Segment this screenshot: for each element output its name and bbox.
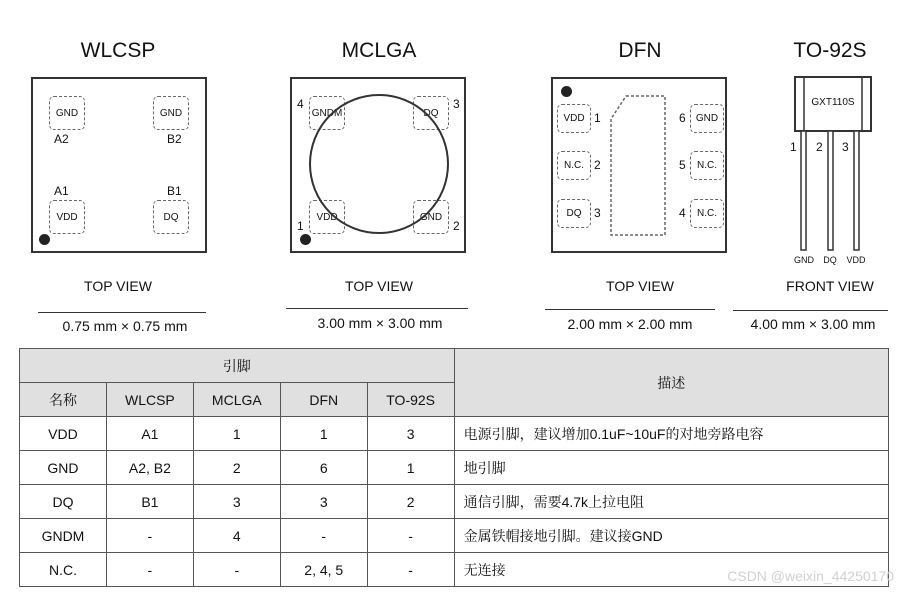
- dfn-dimensions: 2.00 mm × 2.00 mm: [567, 316, 693, 332]
- wlcsp-label-b2: B2: [167, 132, 182, 146]
- to92s-dim-line: [733, 310, 888, 311]
- cell-mclga: 1: [193, 417, 280, 451]
- dfn-pin-number-5: 5: [679, 158, 686, 172]
- mclga-dimensions: 3.00 mm × 3.00 mm: [317, 315, 443, 331]
- to92s-marking: GXT110S: [811, 97, 855, 108]
- to92s-dimensions: 4.00 mm × 3.00 mm: [750, 316, 876, 332]
- cell-to92s: -: [367, 519, 454, 553]
- cell-name: GNDM: [20, 519, 107, 553]
- wlcsp-pad-dq-b1: DQ: [153, 200, 189, 234]
- column-header-mclga: MCLGA: [193, 383, 280, 417]
- to92s-pin-name-vdd: VDD: [846, 255, 866, 265]
- cell-dfn: 2, 4, 5: [280, 553, 367, 587]
- wlcsp-pad-gnd-a2: GND: [49, 96, 85, 130]
- watermark: CSDN @weixin_44250170: [727, 568, 894, 584]
- mclga-metal-cap-circle: [309, 94, 449, 234]
- mclga-pad-dq: DQ: [413, 96, 449, 130]
- mclga-pad-gnd: GND: [413, 200, 449, 234]
- dfn-view-label: TOP VIEW: [606, 278, 674, 294]
- dfn-package-outline: [551, 77, 727, 253]
- wlcsp-dim-line: [38, 312, 206, 313]
- cell-to92s: -: [367, 553, 454, 587]
- cell-mclga: -: [193, 553, 280, 587]
- to92s-pin-number-1: 1: [790, 140, 797, 154]
- cell-to92s: 3: [367, 417, 454, 451]
- description-header: 描述: [454, 349, 888, 417]
- mclga-pin-number-4: 4: [297, 97, 304, 111]
- cell-wlcsp: B1: [106, 485, 193, 519]
- cell-name: GND: [20, 451, 107, 485]
- wlcsp-package-outline: [31, 77, 207, 253]
- mclga-pad-vdd: VDD: [309, 200, 345, 234]
- cell-to92s: 2: [367, 485, 454, 519]
- cell-wlcsp: A2, B2: [106, 451, 193, 485]
- dfn-dim-line: [545, 309, 715, 310]
- mclga-package-outline: [290, 77, 466, 253]
- dfn-pad-nc-4: N.C.: [690, 199, 724, 228]
- table-row: [20, 417, 889, 451]
- to92s-pin-name-dq: DQ: [823, 255, 837, 265]
- cell-description: 电源引脚，建议增加0.1uF~10uF的对地旁路电容: [454, 417, 888, 451]
- mclga-dim-line: [286, 308, 468, 309]
- dfn-pin-number-6: 6: [679, 111, 686, 125]
- dfn-pin-number-3: 3: [594, 206, 601, 220]
- dfn-pad-gnd: GND: [690, 104, 724, 133]
- wlcsp-label-a1: A1: [54, 184, 69, 198]
- mclga-view-label: TOP VIEW: [345, 278, 413, 294]
- cell-description: 地引脚: [454, 451, 888, 485]
- table-row: [20, 519, 889, 553]
- cell-wlcsp: -: [106, 553, 193, 587]
- wlcsp-view-label: TOP VIEW: [84, 278, 152, 294]
- mclga-title: MCLGA: [341, 39, 417, 62]
- column-header-wlcsp: WLCSP: [106, 383, 193, 417]
- mclga-pad-gndm: GNDM: [309, 96, 345, 130]
- mclga-pin-number-1: 1: [297, 219, 304, 233]
- pin-description-table: [19, 348, 889, 587]
- cell-dfn: 3: [280, 485, 367, 519]
- dfn-pad-vdd: VDD: [557, 104, 591, 133]
- wlcsp-pad-gnd-b2: GND: [153, 96, 189, 130]
- mclga-pin-number-3: 3: [453, 97, 460, 111]
- dfn-pin-number-4: 4: [679, 206, 686, 220]
- dfn-pad-nc-5: N.C.: [690, 151, 724, 180]
- wlcsp-label-b1: B1: [167, 184, 182, 198]
- pin-group-header: 引脚: [20, 349, 455, 383]
- cell-dfn: -: [280, 519, 367, 553]
- dfn-pad-dq: DQ: [557, 199, 591, 228]
- cell-mclga: 3: [193, 485, 280, 519]
- cell-name: VDD: [20, 417, 107, 451]
- wlcsp-title: WLCSP: [80, 39, 156, 62]
- cell-description: 金属铁帽接地引脚。建议接GND: [454, 519, 888, 553]
- to92s-package: [780, 75, 890, 270]
- mclga-pin1-marker: [300, 234, 311, 245]
- to92s-pin-number-3: 3: [842, 140, 849, 154]
- cell-description: 通信引脚，需要4.7k上拉电阻: [454, 485, 888, 519]
- cell-mclga: 2: [193, 451, 280, 485]
- wlcsp-label-a2: A2: [54, 132, 69, 146]
- cell-to92s: 1: [367, 451, 454, 485]
- cell-name: DQ: [20, 485, 107, 519]
- dfn-pin-number-2: 2: [594, 158, 601, 172]
- cell-mclga: 4: [193, 519, 280, 553]
- to92s-pin-number-2: 2: [816, 140, 823, 154]
- mclga-pin-number-2: 2: [453, 219, 460, 233]
- dfn-pad-nc-2: N.C.: [557, 151, 591, 180]
- dfn-pin-number-1: 1: [594, 111, 601, 125]
- cell-wlcsp: A1: [106, 417, 193, 451]
- cell-description: 无连接: [454, 553, 888, 587]
- table-row: [20, 451, 889, 485]
- to92s-view-label: FRONT VIEW: [786, 278, 874, 294]
- cell-wlcsp: -: [106, 519, 193, 553]
- column-header-name: 名称: [20, 383, 107, 417]
- cell-dfn: 6: [280, 451, 367, 485]
- column-header-to92s: TO-92S: [367, 383, 454, 417]
- cell-name: N.C.: [20, 553, 107, 587]
- to92s-pin-name-gnd: GND: [794, 255, 814, 265]
- table-header-row-group: [20, 349, 889, 383]
- table-row: [20, 485, 889, 519]
- column-header-dfn: DFN: [280, 383, 367, 417]
- wlcsp-dimensions: 0.75 mm × 0.75 mm: [62, 318, 188, 334]
- cell-dfn: 1: [280, 417, 367, 451]
- dfn-title: DFN: [618, 39, 662, 62]
- wlcsp-pad-vdd-a1: VDD: [49, 200, 85, 234]
- wlcsp-pin1-marker: [39, 234, 50, 245]
- to92s-title: TO-92S: [793, 39, 867, 62]
